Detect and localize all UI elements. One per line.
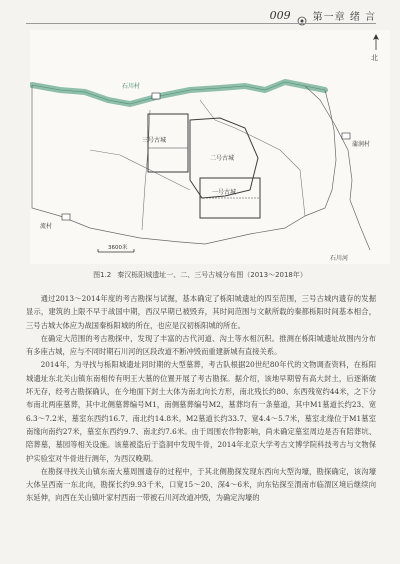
liucun-village-label: 流村 (40, 223, 53, 230)
body-text (26, 292, 376, 505)
page-number: 009 (269, 9, 291, 22)
paragraph-1: 通过2013～2014年度的考古勘探与试掘，基本确定了栎阳城遗址的四至范围，三号古城内遗存的发掘显示，建筑的上限不早于战国中期，西汉早期已被毁弃，其时间范围与文献所载的秦都栎阳时间基本相合，三号古城大体应为战国秦栎阳城的所在，也应是汉初栎阳城的所在。 (26, 294, 376, 330)
shichuan-river-label: 石川河 (330, 255, 349, 262)
piancheng-village-marker (342, 133, 350, 139)
figure-caption (20, 270, 380, 280)
map-svg (30, 30, 390, 264)
paragraph-2: 在确定大范围的考古勘探中，发现了丰富的古代河道、沟土等水相沉积。推测在栎阳城遗址故围内分布有多座古城，应与不同时期石川河的区段改道不断冲毁而重建新城有直接关系。 (26, 333, 376, 357)
scale-label: 3600米 (108, 245, 128, 251)
city3-label: 三号古城 (142, 137, 167, 144)
north-label: 北 (371, 54, 378, 62)
river-band (32, 82, 325, 104)
paragraph-4: 在勘探寻找关山镇东南大墓周围遗存的过程中，于其北侧勘探发现东西向大型沟壕，勘探确定，该沟壕大体呈西南一东北向，勘探长约9.93千米，口宽15～20、深4～6米，向东钻探至渭南市临渭区境后继续向东延伸，向西在关山镇叶家村西南一带被石川河改道冲毁，为确定沟壕的 (26, 466, 376, 503)
piancheng-village-label: 蒲润村 (352, 141, 371, 148)
ornament-icon (297, 11, 307, 21)
paragraph-3: 2014年，为寻找与栎阳城遗址同时期的大型墓葬，考古队根据20世纪80年代的文物调查资料，在栎阳城遗址东北关山镇东南相传有明王大墓的位置开展了考古勘探。据介绍，该地早期曾有高大封土，后逐渐破坏无存，经考古勘探确认，在今地面下封土大体为南北向长方形，南北残长约80、东西残宽约44米，之下分布南北两座墓葬，其中北侧墓葬编号M1，南侧墓葬编号M2，墓葬均有一条墓道，其中M1墓道长约23、宽6.3～7.2米，墓室东西约16.7、南北约14.8米。M2墓道长约33.7、宽4.4～5.7米，墓室北缘位于M1墓室南缘向南约27米，墓室东西约9.7、南北约7.6米。由于周围农作物影响，尚未确定墓室周边是否有陪葬坑、陪葬墓，墓园等相关设施。该墓被盗后于盗洞中发现牛骨，2014年北京大学考古文博学院科技考古与文物保护实验室对牛骨进行测年，为西汉晚期。 (26, 360, 376, 463)
city2-label: 二号古城 (210, 155, 235, 162)
figure-number: 图1.2 (93, 271, 112, 279)
liucun-village-marker (62, 214, 70, 220)
inner-road-2 (142, 110, 150, 230)
header-rule (26, 23, 376, 24)
river-line-east (305, 86, 370, 250)
north-arrow-icon (373, 34, 379, 50)
city1-label: 一号古城 (212, 189, 237, 196)
inner-road-3 (90, 150, 190, 190)
page-header (270, 8, 376, 23)
figure-caption-text: 秦汉栎阳城遗址一、二、三号古城分布图（2013～2018年） (117, 271, 307, 279)
site-map (30, 30, 390, 264)
shijiang-village-label: 石川村 (122, 83, 141, 90)
shijiang-village-marker (152, 93, 160, 99)
outer-boundary (32, 85, 336, 244)
chapter-title: 第一章 绪 言 (312, 12, 376, 23)
